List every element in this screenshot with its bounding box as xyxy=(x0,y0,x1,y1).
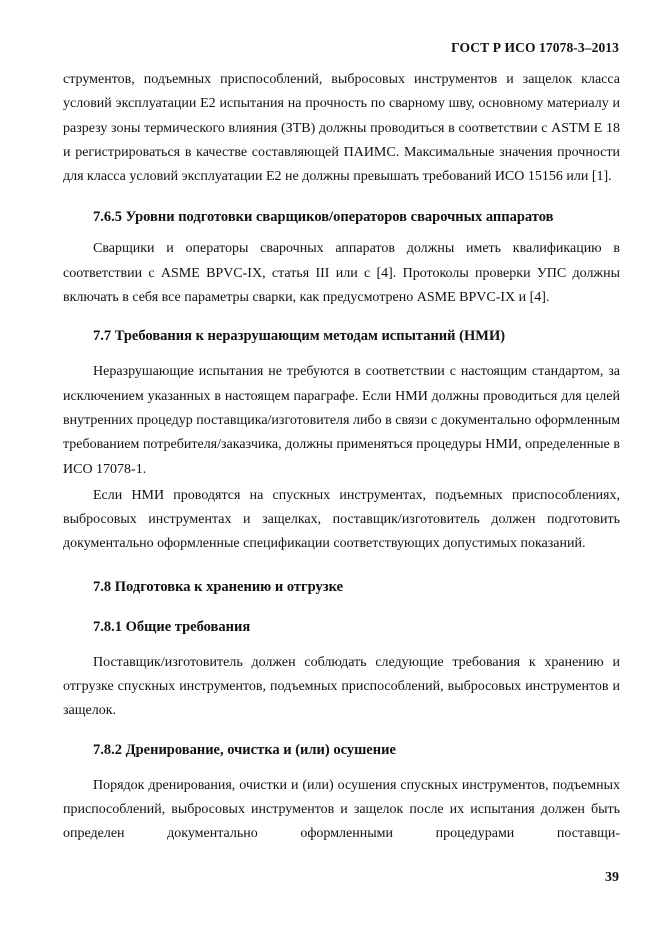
paragraph: Сварщики и операторы сварочных аппаратов должны иметь квалификацию в соответствии с ASME BPVC-IX, статья III или с [4]. Протоколы проверки УПС должны включать в себя все параметры сварки, как предусмотрено ASME BPVC-IX и [4]. xyxy=(63,241,620,306)
paragraph: Неразрушающие испытания не требуются в соответствии с настоящим стандартом, за исключением указанных в настоящем параграфе. Если НМИ должны проводиться для целей внутренних процедур поставщика/изготовителя либо в связи с документально оформленным требованием потребителя/заказчика, должны применяться процедуры НМИ, определенные в ИСО 17078-1. xyxy=(63,364,620,477)
section-heading-7-8-2: 7.8.2 Дренирование, очистка и (или) осушение xyxy=(93,741,396,758)
paragraph: Если НМИ проводятся на спускных инструментах, подъемных приспособлениях, выбросовых инструментах и защелках, поставщик/изготовитель должен подготовить документально оформленные спецификации соответствующих допустимых показаний. xyxy=(63,487,620,552)
page-header-standard-code: ГОСТ Р ИСО 17078-3–2013 xyxy=(451,40,619,55)
section-heading-7-6-5: 7.6.5 Уровни подготовки сварщиков/операторов сварочных аппаратов xyxy=(93,209,554,226)
paragraph: Порядок дренирования, очистки и (или) осушения спускных инструментов, подъемных приспособлений, выбросовых инструментов и защелок после их испытания должен быть определен документально оформленными процедурами поставщи- xyxy=(63,777,620,842)
document-body xyxy=(63,68,620,847)
paragraph: Поставщик/изготовитель должен соблюдать следующие требования к хранению и отгрузке спускных инструментов, подъемных приспособлений, выбросовых инструментов и защелок. xyxy=(63,654,620,719)
section-heading-7-7: 7.7 Требования к неразрушающим методам испытаний (НМИ) xyxy=(93,328,506,345)
section-heading-7-8: 7.8 Подготовка к хранению и отгрузке xyxy=(93,578,344,595)
page-number: 39 xyxy=(605,870,619,885)
paragraph: струментов, подъемных приспособлений, выбросовых инструментов и защелок класса условий эксплуатации Е2 испытания на прочность по сварному шву, основному материалу и разрезу зоны термического влияния (ЗТВ) должны проводиться в соответствии с ASTM E 18 и регистрироваться в качестве составляющей ПАИМС. Максимальные значения прочности для класса условий эксплуатации Е2 не должны превышать требований ИСО 15156 или [1]. xyxy=(63,72,620,185)
section-heading-7-8-1: 7.8.1 Общие требования xyxy=(93,618,251,635)
